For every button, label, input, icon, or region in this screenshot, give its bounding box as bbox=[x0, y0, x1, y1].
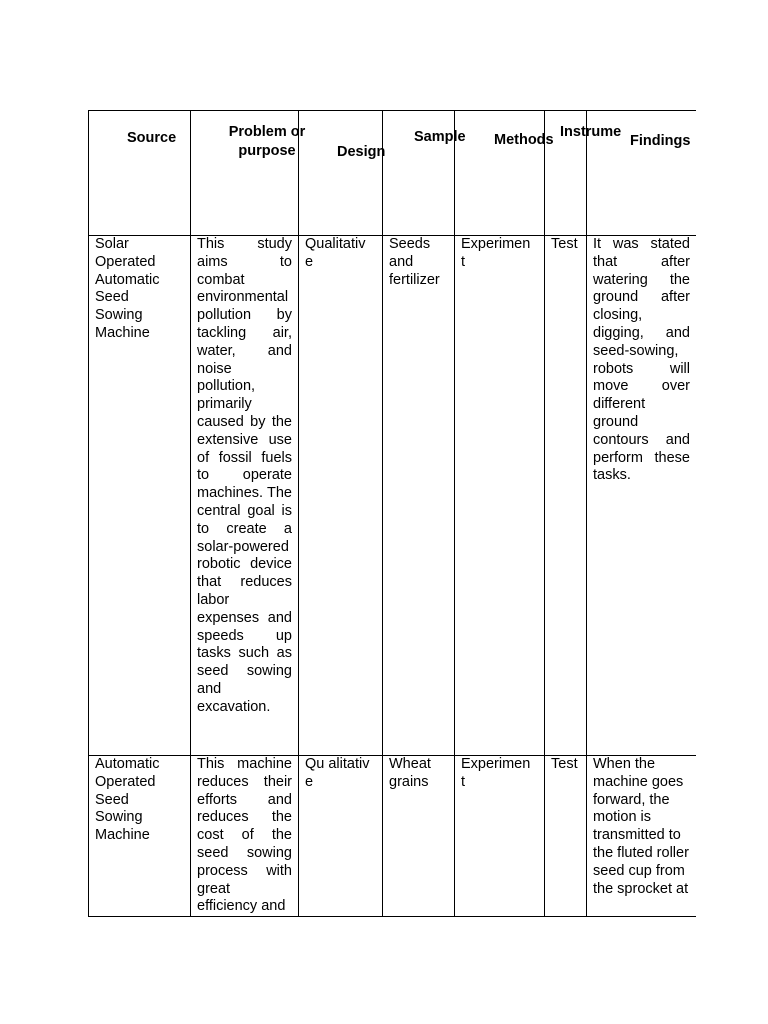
cell-sample-text: Seeds and fertilizer bbox=[389, 236, 440, 288]
cell-methods bbox=[455, 756, 545, 917]
literature-review-table bbox=[88, 110, 696, 917]
cell-methods-text: Experimen t bbox=[461, 236, 531, 270]
header-source-label: Source bbox=[127, 130, 177, 146]
cell-instrument bbox=[545, 756, 587, 917]
cell-findings bbox=[587, 756, 697, 917]
cell-design bbox=[299, 236, 383, 756]
header-methods-label: Methods bbox=[494, 132, 554, 148]
header-findings bbox=[587, 111, 697, 236]
header-instrument bbox=[545, 111, 622, 236]
cell-instrument-text: Test bbox=[551, 756, 578, 772]
cell-sample-text: Wheat grains bbox=[389, 756, 431, 790]
cell-sample bbox=[383, 236, 455, 756]
cell-problem-text: This study aims to combat environmental pollution by tackling air, water, and noise pollution, primarily caused by the extensive use of fossil fuels to operate machines. The central goal is to create a solar-powered robotic device that reduces labor expenses and speeds up tasks such as seed sowing and excavation. bbox=[197, 236, 292, 715]
header-problem-label: Problem or purpose bbox=[228, 124, 306, 159]
literature-table-container bbox=[88, 110, 696, 917]
table-row bbox=[89, 236, 697, 756]
cell-findings-text: When the machine goes forward, the motion is transmitted to the fluted roller seed cup from the sprocket at bbox=[593, 756, 689, 897]
cell-design-text: Qualitativ e bbox=[305, 236, 366, 270]
cell-source bbox=[89, 236, 191, 756]
header-sample bbox=[383, 111, 466, 236]
header-source bbox=[89, 111, 191, 236]
header-problem bbox=[191, 111, 306, 236]
cell-source bbox=[89, 756, 191, 917]
cell-instrument-text: Test bbox=[551, 236, 578, 252]
cell-problem bbox=[191, 236, 299, 756]
cell-design bbox=[299, 756, 383, 917]
header-design bbox=[299, 111, 386, 236]
header-methods bbox=[455, 111, 554, 236]
header-findings-label: Findings bbox=[630, 133, 691, 149]
cell-sample bbox=[383, 756, 455, 917]
cell-findings-text: It was stated that after watering the ground after closing, digging, and seed-sowing, robots will move over different ground contours and perform these tasks. bbox=[593, 236, 690, 484]
cell-design-text: Qu alitative bbox=[305, 756, 370, 790]
cell-findings bbox=[587, 236, 697, 756]
cell-instrument bbox=[545, 236, 587, 756]
cell-source-text: Automatic Operated Seed Sowing Machine bbox=[95, 756, 160, 844]
cell-problem-text: This machine reduces their efforts and reduces the cost of the seed sowing process with great efficiency and bbox=[197, 756, 292, 915]
cell-problem bbox=[191, 756, 299, 917]
header-sample-label: Sample bbox=[414, 129, 466, 145]
header-instrument-label: Instrume bbox=[560, 124, 622, 140]
cell-methods-text: Experimen t bbox=[461, 756, 531, 790]
header-row bbox=[89, 111, 697, 236]
cell-methods bbox=[455, 236, 545, 756]
header-design-label: Design bbox=[337, 144, 386, 160]
table-row bbox=[89, 756, 697, 917]
cell-source-text: Solar Operated Automatic Seed Sowing Machine bbox=[95, 236, 160, 341]
